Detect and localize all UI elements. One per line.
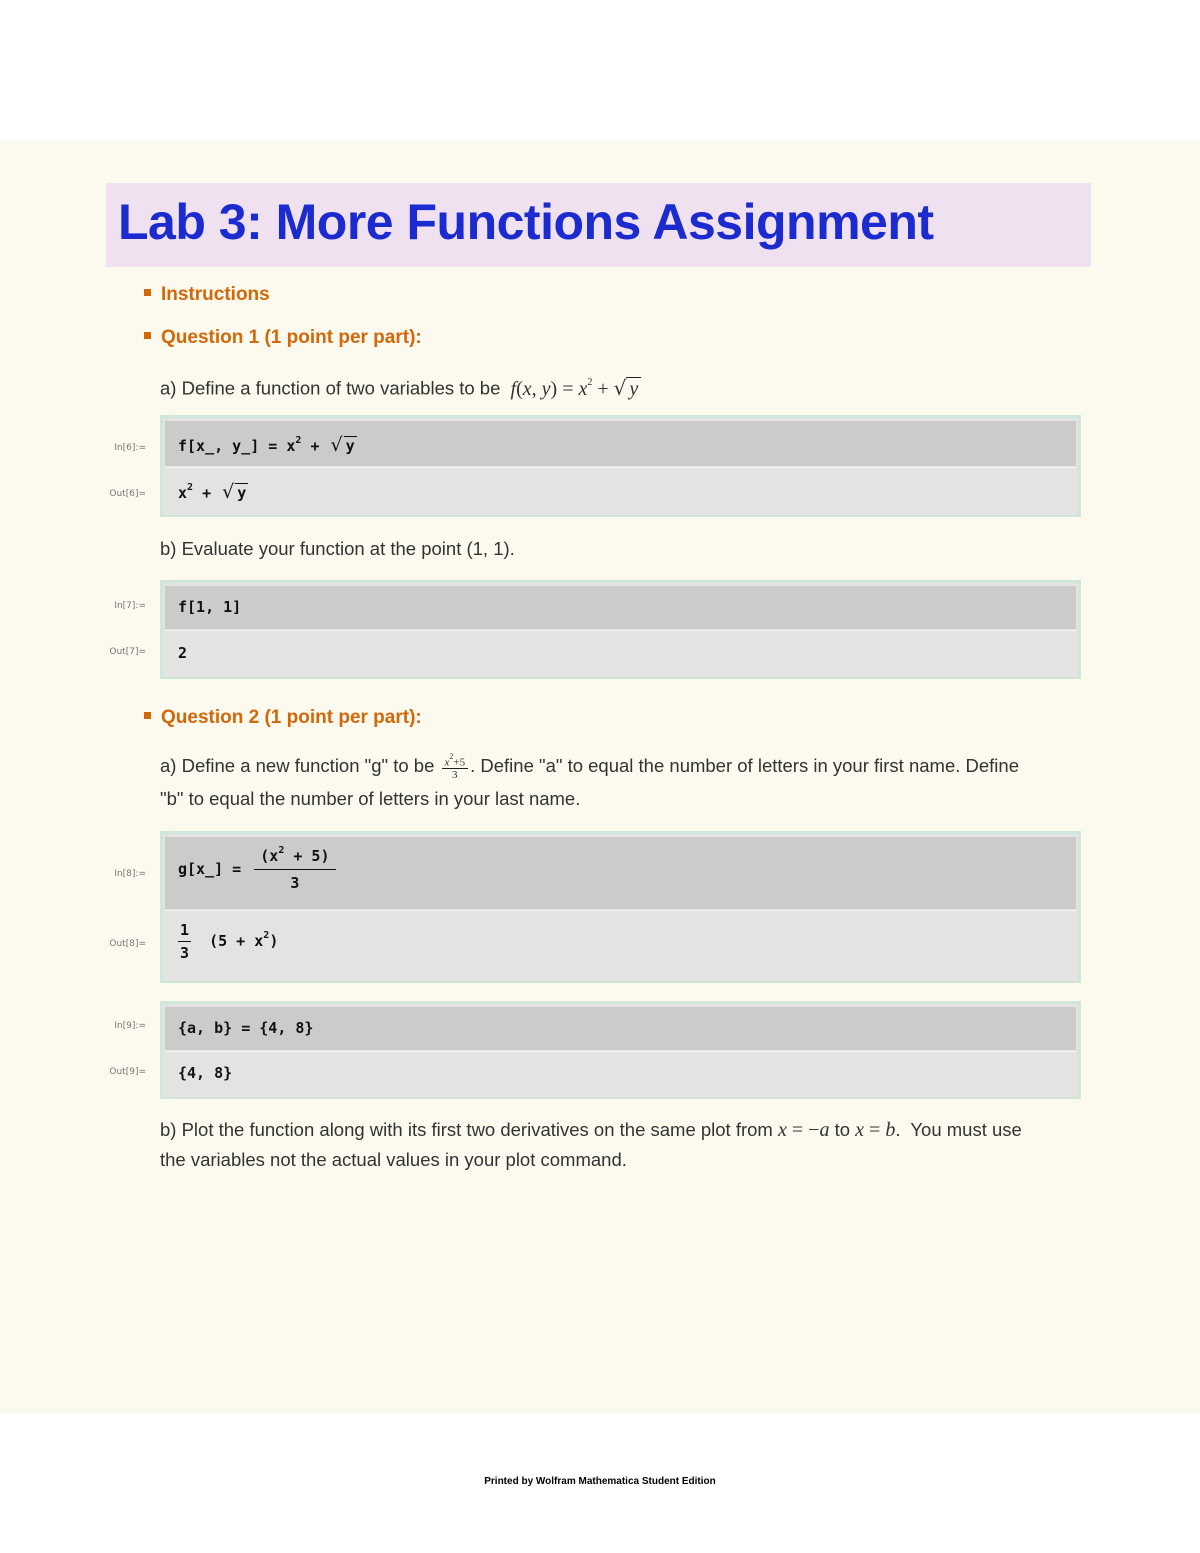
out-label: Out[9]=: [109, 1067, 146, 1077]
q1-part-b-text: b) Evaluate your function at the point (1, 1).: [160, 538, 515, 559]
f-definition-math: f(x, $y) = x^2$ + √ y: [506, 378, 642, 400]
collapsed-bullet-icon: [144, 712, 151, 719]
output-cell: [165, 910, 1076, 981]
input-cell[interactable]: [165, 1007, 1076, 1050]
in-label: In[8]:=: [114, 869, 146, 879]
out-label: Out[6]=: [109, 489, 146, 499]
print-footer: Printed by Wolfram Mathematica Student Edition: [484, 1476, 716, 1487]
title-cell: [106, 183, 1091, 267]
in-label: In[6]:=: [114, 443, 146, 453]
section-question-2[interactable]: Question 2 (1 point per part):: [144, 707, 422, 729]
page-title: Lab 3: More Functions Assignment: [118, 194, 934, 250]
input-cell[interactable]: [165, 421, 1076, 466]
output-cell: [165, 1051, 1076, 1097]
q1-part-a-text: a) Define a function of two variables to be f(x, $y) = x^2$ + √ y: [160, 368, 1080, 406]
in-label: In[9]:=: [114, 1021, 146, 1031]
section-question-1[interactable]: Question 1 (1 point per part):: [144, 327, 422, 349]
out-label: Out[8]=: [109, 939, 146, 949]
output-cell: [165, 630, 1076, 677]
g-definition-fraction: $\frac{x^2+5}{3}$: [442, 753, 469, 782]
input-cell[interactable]: [165, 586, 1076, 629]
cell-group-3: [160, 831, 1081, 983]
collapsed-bullet-icon: [144, 332, 151, 339]
plot-range-math: x = −a: [777, 1119, 830, 1141]
collapsed-bullet-icon: [144, 289, 151, 296]
q2-part-a-text: a) Define a new function "g" to be $\frac{x^2+5}{3}$ . Define "a" to equal the number of letters in your first name. Define "b" to equal the number of letters in your last name.: [160, 751, 1019, 809]
section-instructions[interactable]: Instructions: [144, 284, 270, 306]
output-cell: [165, 467, 1076, 515]
output-code: $x^2$ + √ y: [178, 481, 247, 503]
cell-group-4: [160, 1001, 1081, 1099]
input-code: {a, b} = {4, 8}: [178, 1019, 314, 1037]
out-label: Out[7]=: [109, 647, 146, 657]
input-cell[interactable]: [165, 837, 1076, 909]
output-code: $\frac{1}{3}$ $(5 + x^2)$: [180, 921, 279, 962]
input-code: f[x_, y_] = $x^2$ + √ y: [178, 434, 355, 456]
output-code: {4, 8}: [178, 1064, 233, 1082]
output-code: 2: [178, 644, 188, 662]
cell-group-1: [160, 415, 1081, 517]
cell-group-2: [160, 580, 1081, 679]
q2-part-b-text: b) Plot the function along with its first two derivatives on the same plot from x = −a to x = b. You must use the variables not the actual values in your plot command.: [160, 1119, 1022, 1170]
input-code: f[1, 1]: [178, 598, 242, 616]
in-label: In[7]:=: [114, 601, 146, 611]
input-code: g[x_] = $\frac{(x^2 + 5)}{3}$: [178, 847, 336, 892]
